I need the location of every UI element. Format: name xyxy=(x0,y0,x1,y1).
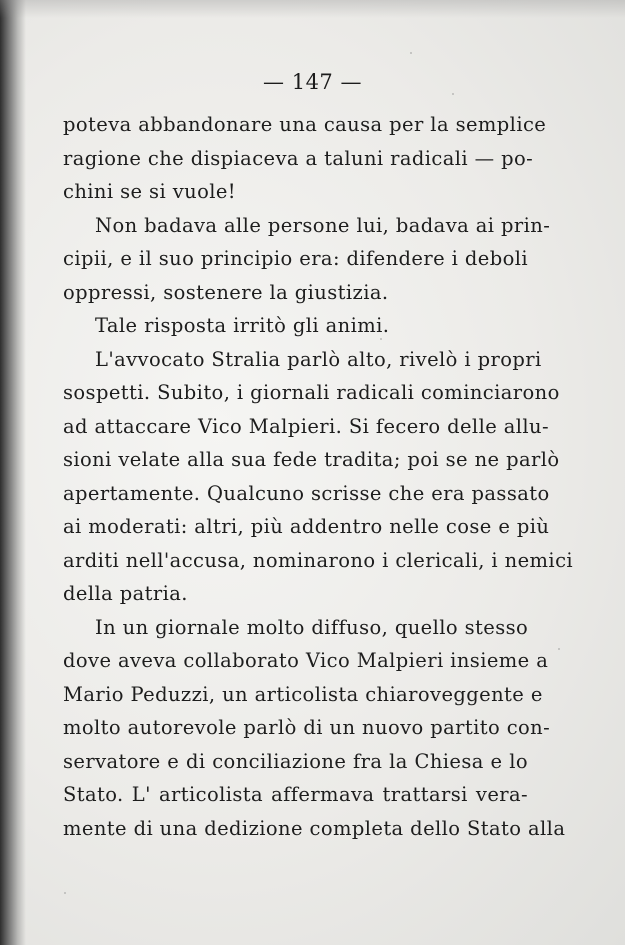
text-line: sospetti. Subito, i giornali radicali cominciarono xyxy=(63,381,560,404)
text-line: molto autorevole parlò di un nuovo partito con- xyxy=(63,716,551,739)
text-line: ragione che dispiaceva a taluni radicali — po- xyxy=(63,146,534,170)
paper-speck xyxy=(558,648,560,650)
text-line: Stato. L' articolista affermava trattarsi vera- xyxy=(63,783,528,806)
text-line: poteva abbandonare una causa per la semplice xyxy=(63,113,547,136)
text-line: Mario Peduzzi, un articolista chiaroveggente e xyxy=(63,682,543,706)
text-line: L'avvocato Stralia parlò alto, rivelò i propri xyxy=(95,347,542,371)
text-line: sioni velate alla sua fede tradita; poi se ne parlò xyxy=(63,448,560,471)
text-line: cipii, e il suo principio era: difendere i deboli xyxy=(63,247,528,270)
text-line: ad attaccare Vico Malpieri. Si fecero delle allu- xyxy=(63,414,549,438)
text-line: arditi nell'accusa, nominarono i clericali, i nemici xyxy=(63,548,574,572)
top-edge-shadow xyxy=(0,0,625,18)
text-line: dove aveva collaborato Vico Malpieri insieme a xyxy=(63,649,549,672)
text-line: apertamente. Qualcuno scrisse che era passato xyxy=(63,481,550,505)
body-text xyxy=(63,108,574,845)
paper-speck xyxy=(380,338,382,340)
text-line: In un giornale molto diffuso, quello stesso xyxy=(95,615,529,639)
paper-speck xyxy=(64,892,66,894)
text-line: Non badava alle persone lui, badava ai prin- xyxy=(95,213,551,237)
text-line: mente di una dedizione completa dello Stato alla xyxy=(63,816,566,840)
binding-shadow xyxy=(0,0,26,945)
page-number: — 147 — xyxy=(263,70,362,94)
text-line: chini se si vuole! xyxy=(63,180,237,203)
text-line: Tale risposta irritò gli animi. xyxy=(95,314,390,337)
text-line: della patria. xyxy=(63,582,188,605)
text-line: oppressi, sostenere la giustizia. xyxy=(63,280,389,304)
text-line: servatore e di conciliazione fra la Chiesa e lo xyxy=(63,749,528,773)
text-line: ai moderati: altri, più addentro nelle cose e più xyxy=(63,515,550,538)
paper-speck xyxy=(452,93,454,95)
paper-speck xyxy=(410,52,412,54)
